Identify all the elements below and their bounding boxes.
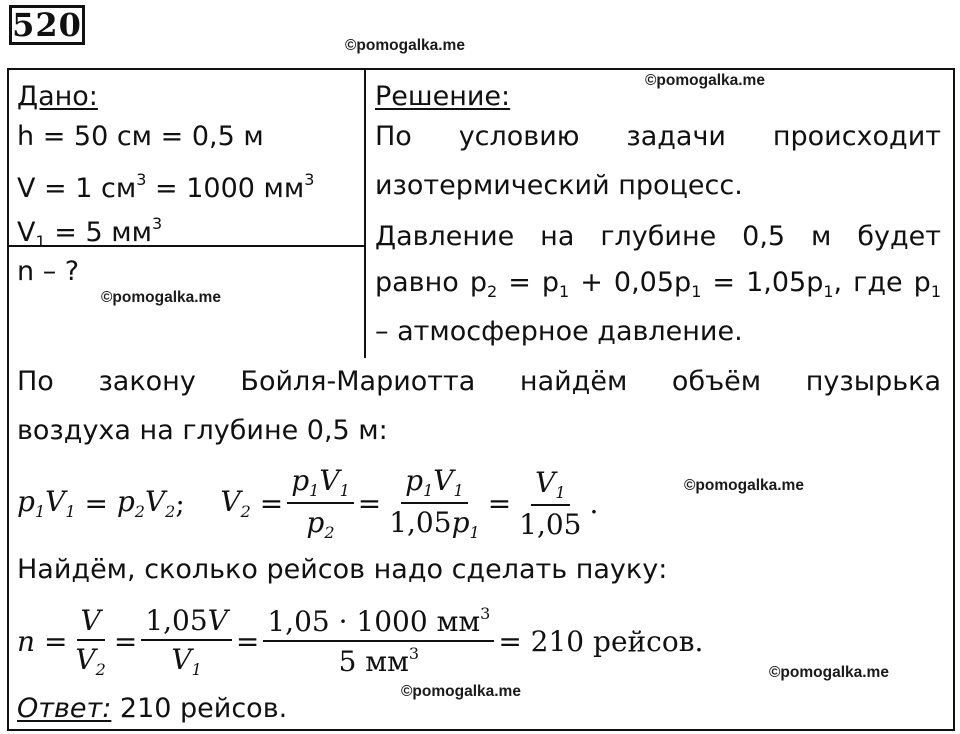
given-heading: Дано: <box>17 81 98 112</box>
solution-text-line: Давление на глубине 0,5 м будет <box>375 221 941 252</box>
boyle-text-line: По закону Бойля-Мариотта найдём объём пузырька <box>17 366 941 397</box>
given-height: h = 50 см = 0,5 м <box>17 121 264 152</box>
watermark: ©pomogalka.me <box>345 37 465 54</box>
answer-line: Ответ: 210 рейсов. <box>17 693 288 724</box>
watermark: ©pomogalka.me <box>645 72 765 89</box>
count-formula: n = $\frac{V}{V_2}$ = $\frac{1,05V}{V_1}$ = $\frac{1,05 \cdot 1000 мм^3}{5 мм^3}$ = 210 рейсов. <box>17 603 704 679</box>
solution-text-line: равно $p_2 = p_1 + 0,05p_1 = 1,05p_1$, где $p_1$ <box>375 267 942 301</box>
find-label: n – ? <box>17 256 80 287</box>
watermark: ©pomogalka.me <box>401 683 521 700</box>
solution-text-line: изотермический процесс. <box>375 170 743 201</box>
watermark: ©pomogalka.me <box>101 289 221 306</box>
divider-vertical <box>364 68 366 358</box>
watermark: ©pomogalka.me <box>769 664 889 681</box>
solution-heading: Решение: <box>375 81 511 112</box>
given-volume-1: $V_1 = 5$ $мм^3$ <box>17 214 163 251</box>
solution-text-line: – атмосферное давление. <box>375 316 743 347</box>
given-volume: V = 1 $см^3 = 1000$ $мм^3$ <box>17 170 315 204</box>
solution-text-line: По условию задачи происходит <box>375 121 941 152</box>
boyle-formula: $p_1V_1$ = $p_2V_2$ ; $V_2$ = $\frac{p_1V_1}{p_2}$ = $\frac{p_1V_1}{1,05p_1}$ = $\frac{V_1}{1,05}$ . <box>17 464 599 542</box>
count-text-line: Найдём, сколько рейсов надо сделать пауку: <box>17 554 668 585</box>
watermark: ©pomogalka.me <box>684 477 804 494</box>
problem-number: 520 <box>9 5 85 45</box>
boyle-text-line: воздуха на глубине 0,5 м: <box>17 415 388 446</box>
